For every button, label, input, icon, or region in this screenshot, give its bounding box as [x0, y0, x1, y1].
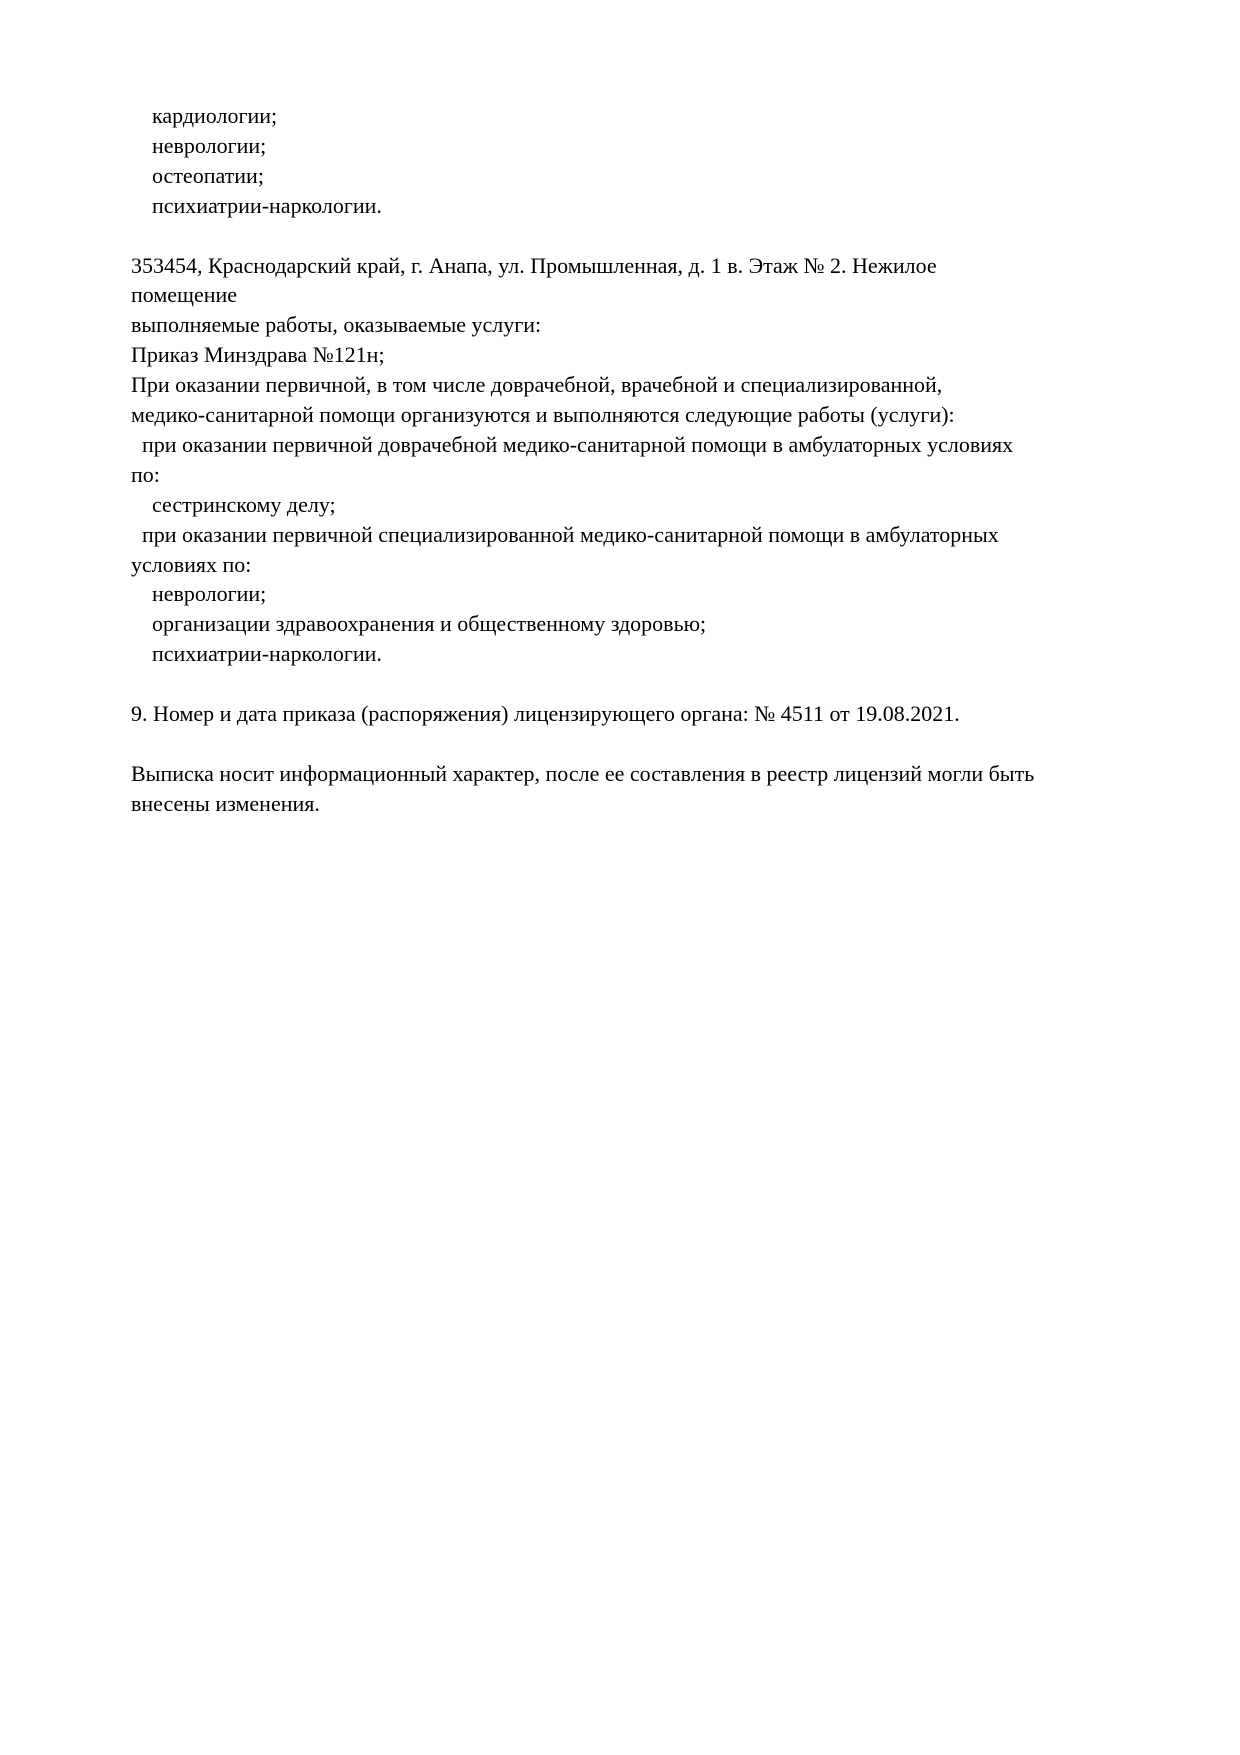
- pre-medical-care-line-2: по:: [131, 461, 160, 487]
- work-item-neurology: неврологии;: [152, 132, 267, 158]
- work-item-psychiatry-narcology-2: психиатрии-наркологии.: [152, 641, 382, 667]
- work-item-psychiatry-narcology: психиатрии-наркологии.: [152, 192, 382, 218]
- work-item-osteopathy: остеопатии;: [152, 162, 264, 188]
- work-item-cardiology: кардиологии;: [152, 103, 278, 128]
- disclaimer-line-2: внесены изменения.: [131, 790, 320, 816]
- primary-care-paragraph-line-2: медико-санитарной помощи организуются и выполняются следующие работы (услуги):: [131, 402, 955, 428]
- blank-line: [131, 669, 1200, 699]
- document-content: [0, 0, 1240, 819]
- pre-medical-care-line-1: при оказании первичной доврачебной медико-санитарной помощи в амбулаторных условиях: [142, 431, 1014, 457]
- work-item-nursing: сестринскому делу;: [152, 491, 336, 517]
- disclaimer-line-1: Выписка носит информационный характер, после ее составления в реестр лицензий могли быть: [131, 760, 1035, 786]
- specialized-care-line-2: условиях по:: [131, 551, 252, 577]
- specialized-care-line-1: при оказании первичной специализированной медико-санитарной помощи в амбулаторных: [142, 521, 999, 547]
- work-item-neurology-2: неврологии;: [152, 581, 267, 607]
- blank-line: [131, 221, 1200, 251]
- work-item-health-organization: организации здравоохранения и общественному здоровью;: [152, 611, 707, 637]
- address-line-2: помещение: [131, 282, 238, 308]
- works-services-heading: выполняемые работы, оказываемые услуги:: [131, 312, 542, 338]
- order-minzdrav-line: Приказ Минздрава №121н;: [131, 342, 385, 368]
- primary-care-paragraph-line-1: При оказании первичной, в том числе доврачебной, врачебной и специализированной,: [131, 372, 943, 398]
- blank-line: [131, 729, 1200, 759]
- address-line-1: 353454, Краснодарский край, г. Анапа, ул. Промышленная, д. 1 в. Этаж № 2. Нежилое: [131, 252, 937, 278]
- order-number-date-line: 9. Номер и дата приказа (распоряжения) лицензирующего органа: № 4511 от 19.08.2021.: [131, 701, 960, 727]
